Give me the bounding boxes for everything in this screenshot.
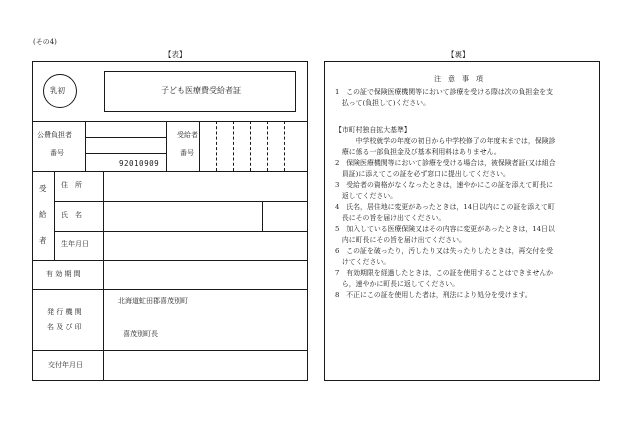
validity-label: 有 効 期 間 xyxy=(46,270,81,278)
note-line: 返してください。 xyxy=(335,192,398,200)
note-line: 療に係る一部負担金及び基本利用料はありません。 xyxy=(335,148,501,156)
note-line: けてください。 xyxy=(335,258,391,266)
note-line: 【市町村独自拡大基準】 xyxy=(335,126,411,134)
front-heading: 【表】 xyxy=(164,50,187,59)
recipient-digit-cell-3 xyxy=(250,121,251,171)
divider-name-row xyxy=(54,231,308,232)
note-line: 7 有効期限を経過したときは，この証を使用することはできませんか xyxy=(335,269,553,277)
payer-number-value: 92010909 xyxy=(119,159,160,168)
recipient-number-value-divider xyxy=(199,121,200,171)
recipient-digit-cell-5 xyxy=(284,121,285,171)
birthdate-label: 生年月日 xyxy=(61,240,89,248)
recipient-digit-cell-1 xyxy=(216,121,217,171)
certificate-title: 子ども医療費受給者証 xyxy=(161,86,241,95)
recipient-digit-cell-2 xyxy=(233,121,234,171)
payer-number-divider xyxy=(85,121,86,171)
issue-date-label: 交付年月日 xyxy=(48,361,83,369)
note-line: 2 保険医療機関等において診療を受ける場合は，被保険者証(又は組合 xyxy=(335,159,556,167)
divider-number-section xyxy=(32,171,308,172)
issuer-address: 北海道虻田郡喜茂別町 xyxy=(118,297,188,305)
payer-number-label-line1: 公費負担者 xyxy=(37,131,72,139)
divider-validity-row xyxy=(32,289,308,290)
issuer-label-line1: 発 行 機 関 xyxy=(47,308,82,316)
recipient-field-divider xyxy=(103,171,104,260)
note-line: 払って(負担して)ください。 xyxy=(335,99,430,107)
name-gender-divider xyxy=(262,201,263,231)
section-number: (その4) xyxy=(33,38,57,46)
note-line: 員証)に添えてこの証を必ず窓口に提出してください。 xyxy=(335,170,510,178)
note-line: 3 受給者の資格がなくなったときは，速やかにこの証を添えて町長に xyxy=(335,181,553,189)
validity-divider xyxy=(103,260,104,289)
payer-number-guide-2 xyxy=(85,153,166,154)
note-line: ら，速やかに町長に返してください。 xyxy=(335,280,460,288)
note-line: 中学校就学の年度の初日から中学校修了の年度末までは，保険診 xyxy=(335,137,556,145)
note-line: 4 氏名，居住地に変更があったときは，14日以内にこの証を添えて町 xyxy=(335,203,555,211)
recipient-group-divider xyxy=(54,171,55,260)
recipient-group-label-1: 受 xyxy=(39,184,47,193)
note-line: 長にその旨を届け出てください。 xyxy=(335,214,446,222)
note-line: 6 この証を破ったり，汚したり又は失ったりしたときは，再交付を受 xyxy=(335,247,553,255)
divider-issuer-row xyxy=(32,350,308,351)
issuer-mayor: 喜茂別町長 xyxy=(123,330,158,338)
notes-title: 注 意 事 項 xyxy=(434,75,483,83)
back-heading: 【裏】 xyxy=(447,50,470,59)
recipient-number-label-line1: 受給者 xyxy=(177,131,198,139)
issuer-divider xyxy=(103,289,104,350)
recipient-number-divider xyxy=(166,121,167,171)
issue-date-divider xyxy=(103,350,104,381)
note-line: 5 加入している医療保険又はその内容に変更があったときは，14日以 xyxy=(335,225,555,233)
recipient-group-label-3: 者 xyxy=(39,236,47,245)
note-line: 内に町長にその旨を届け出てください。 xyxy=(335,236,466,244)
divider-recipient-section xyxy=(32,260,308,261)
payer-number-label-line2: 番号 xyxy=(50,149,64,157)
name-label: 氏 名 xyxy=(61,211,82,219)
recipient-group-label-2: 給 xyxy=(39,210,47,219)
note-line: 1 この証で保険医療機関等において診療を受ける際は次の負担金を支 xyxy=(335,88,553,96)
payer-number-guide-1 xyxy=(85,137,166,138)
issuer-label-line2: 名 及 び 印 xyxy=(47,323,82,331)
address-label: 住 所 xyxy=(61,181,82,189)
divider-address-row xyxy=(54,201,308,202)
note-line: 8 不正にこの証を使用した者は，刑法により処分を受けます。 xyxy=(335,291,532,299)
recipient-digit-cell-4 xyxy=(267,121,268,171)
recipient-number-label-line2: 番号 xyxy=(180,149,194,157)
seal-stamp-text: 乳初 xyxy=(50,86,65,95)
